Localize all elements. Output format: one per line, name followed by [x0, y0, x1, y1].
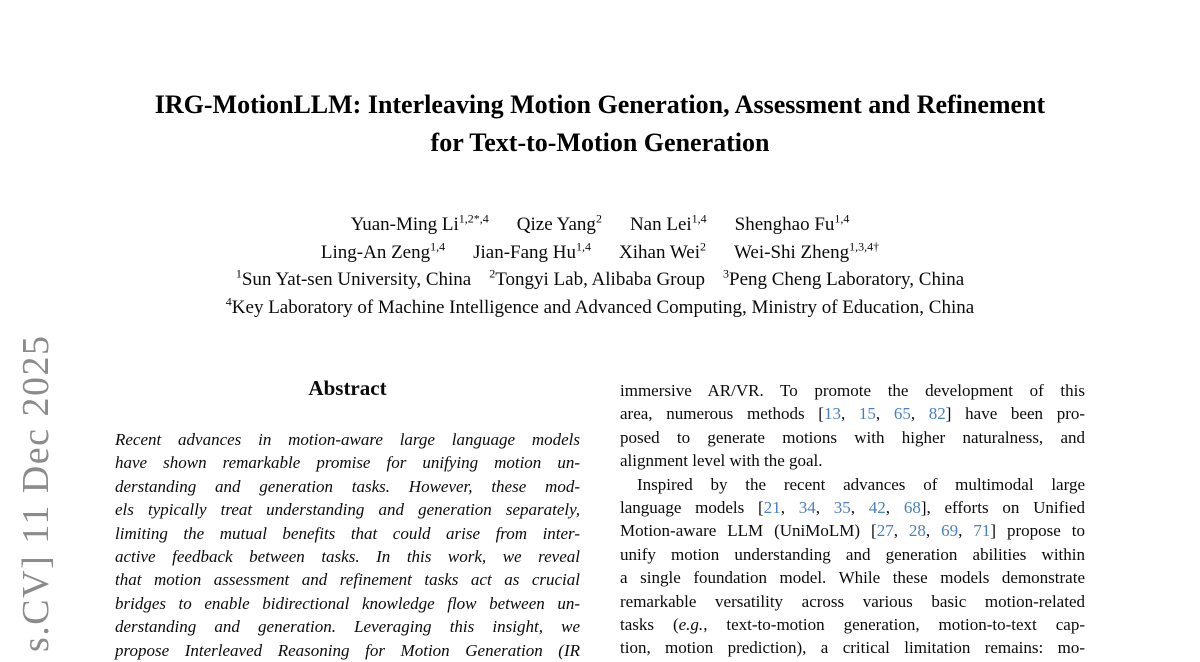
- citation-link[interactable]: 35: [833, 498, 851, 518]
- author-row: [60, 239, 1140, 267]
- affiliation: $^3$Peng Cheng Laboratory, China: [723, 266, 965, 290]
- arxiv-stamp: s.CV] 11 Dec 2025: [15, 334, 57, 652]
- author-rows: [60, 211, 1140, 266]
- citation-link[interactable]: 13: [823, 404, 841, 424]
- italic-text: e.g.: [678, 615, 704, 635]
- author-name: Xihan Wei$^2$: [619, 239, 706, 263]
- text-line: derstanding and generation. Leveraging this insight, we: [115, 617, 580, 637]
- text-line: limiting the mutual benefits that could arise from inter-: [115, 523, 580, 543]
- author-affiliation-marker: 2: [700, 239, 706, 254]
- author-row: [60, 211, 1140, 239]
- author-affiliation-marker: 1,4: [834, 211, 850, 226]
- author-affiliation-marker: 1,3,4†: [849, 239, 880, 254]
- affiliation: $^1$Sun Yat-sen University, China: [235, 266, 472, 290]
- citation-link[interactable]: 28: [908, 521, 926, 541]
- affiliation-marker: 2: [489, 266, 496, 281]
- author-name: Jian-Fang Hu$^{1,4}$: [473, 239, 592, 263]
- text-line: tasks (e.g., text-to-motion generation, motion-to-text cap-: [620, 615, 1085, 635]
- citation-link[interactable]: 65: [893, 404, 911, 424]
- text-line: posed to generate motions with higher naturalness, and: [620, 427, 1085, 447]
- citation-link[interactable]: 82: [928, 404, 946, 424]
- paper-title-line-2: for Text-to-Motion Generation: [430, 128, 770, 157]
- citation-link[interactable]: 69: [941, 521, 959, 541]
- paper-title: [60, 86, 1140, 162]
- authors-block: [60, 211, 1140, 321]
- text-line: area, numerous methods [13, 15, 65, 82] have been pro-: [620, 404, 1086, 424]
- text-line: language models [21, 34, 35, 42, 68], efforts on Unified: [620, 498, 1086, 518]
- author-name: Nan Lei$^{1,4}$: [629, 211, 707, 235]
- text-line: tion, motion prediction), a critical limitation remains: mo-: [620, 638, 1085, 658]
- text-line: Motion-aware LLM (UniMoLM) [27, 28, 69, 71] propose to: [620, 521, 1085, 541]
- text-line: that motion assessment and refinement tasks act as crucial: [115, 570, 580, 590]
- author-affiliation-marker: 1,4: [576, 239, 592, 254]
- author-name: Shenghao Fu$^{1,4}$: [734, 211, 850, 235]
- citation-link[interactable]: 42: [868, 498, 886, 518]
- text-line: active feedback between tasks. In this work, we reveal: [115, 547, 580, 567]
- affiliation-marker: 3: [723, 266, 729, 281]
- text-line: Inspired by the recent advances of multimodal large: [637, 474, 1085, 494]
- text-line: remarkable versatility across various basic motion-related: [620, 591, 1085, 611]
- text-line: propose Interleaved Reasoning for Motion Generation (IR: [115, 640, 580, 660]
- abstract-heading: Abstract: [308, 376, 387, 400]
- author-affiliation-marker: 2: [595, 211, 602, 226]
- affiliation-marker: 1: [235, 266, 242, 281]
- text-line: unify motion understanding and generation abilities within: [620, 544, 1085, 564]
- affiliation: $^2$Tongyi Lab, Alibaba Group: [489, 266, 705, 290]
- author-name: Wei-Shi Zheng$^{1,3,4\dagger}$: [734, 239, 880, 263]
- author-name: Qize Yang$^2$: [516, 211, 602, 235]
- text-line: immersive AR/VR. To promote the development of this: [620, 381, 1085, 400]
- citation-link[interactable]: 71: [973, 521, 991, 541]
- author-affiliation-marker: 1,4: [691, 211, 707, 226]
- author-name: Ling-An Zeng$^{1,4}$: [320, 239, 446, 263]
- text-line: derstanding and generation tasks. However, these mod-: [115, 476, 580, 496]
- text-line: a single foundation model. While these models demonstrate: [620, 568, 1085, 588]
- affiliation-rows: [60, 266, 1140, 321]
- affiliation-row: [60, 294, 1140, 322]
- affiliation: $^4$Key Laboratory of Machine Intelligence and Advanced Computing, Ministry of Education, China: [225, 294, 975, 318]
- text-line: alignment level with the goal.: [620, 451, 823, 471]
- text-line: have shown remarkable promise for unifying motion un-: [115, 453, 580, 473]
- paper-title-line-1: IRG-MotionLLM: Interleaving Motion Generation, Assessment and Refinement: [154, 90, 1046, 119]
- text-line: Recent advances in motion-aware large language models: [115, 430, 580, 449]
- affiliation-marker: 4: [225, 294, 232, 309]
- citation-link[interactable]: 21: [763, 498, 781, 518]
- citation-link[interactable]: 34: [798, 498, 816, 518]
- abstract-body: [115, 428, 580, 662]
- citation-link[interactable]: 15: [858, 404, 876, 424]
- citation-link[interactable]: 27: [876, 521, 894, 541]
- citation-link[interactable]: 68: [903, 498, 921, 518]
- text-line: els typically treat understanding and generation separately,: [115, 500, 580, 520]
- author-affiliation-marker: 1,2*,4: [458, 211, 489, 226]
- affiliation-row: [60, 266, 1140, 294]
- author-affiliation-marker: 1,4: [430, 239, 446, 254]
- author-name: Yuan-Ming $Li^{1,2*,4}$: [350, 211, 489, 235]
- text-line: bridges to enable bidirectional knowledge flow between un-: [115, 593, 580, 613]
- intro-column: [620, 379, 1085, 660]
